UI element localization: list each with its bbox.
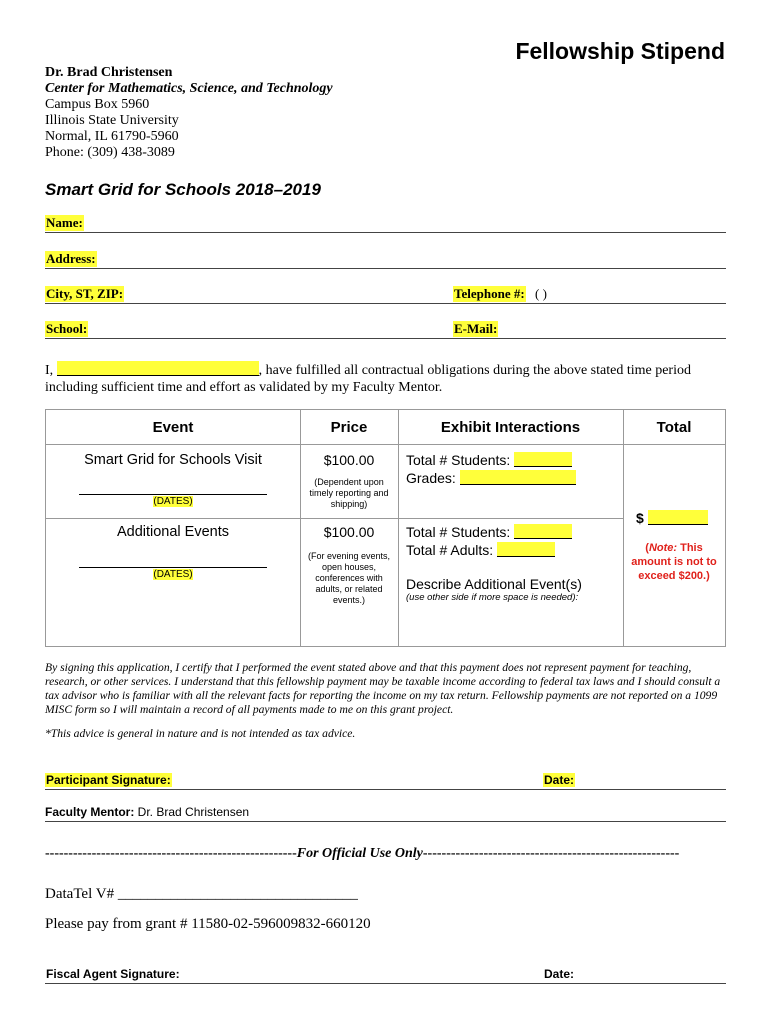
participant-signature-label: Participant Signature: <box>46 773 171 787</box>
address-label: Address: <box>46 251 96 266</box>
city-label: City, ST, ZIP: <box>46 286 124 301</box>
visit-price: $100.00 <box>323 452 375 468</box>
fiscal-agent-date-label: Date: <box>544 967 575 981</box>
faculty-mentor-row <box>45 804 726 822</box>
telephone-label: Telephone #: <box>454 286 525 301</box>
contact-phone: Phone: (309) 438-3089 <box>45 145 175 160</box>
address-field[interactable] <box>45 250 726 269</box>
additional-adults-input[interactable] <box>497 542 555 557</box>
contact-city: Normal, IL 61790-5960 <box>45 129 179 144</box>
name-field[interactable] <box>45 214 726 233</box>
datatel-field[interactable]: DataTel V# ________________________________ <box>45 886 358 902</box>
contact-block <box>45 65 333 161</box>
visit-students-input[interactable] <box>514 452 572 467</box>
event-additional-label: Additional Events <box>116 524 230 540</box>
participant-date-label: Date: <box>544 773 575 787</box>
visit-students-label: Total # Students: <box>406 452 572 468</box>
header-exhibit-interactions: Exhibit Interactions <box>440 419 581 436</box>
additional-price: $100.00 <box>323 524 375 540</box>
total-dollar-sign: $ <box>636 510 644 526</box>
additional-adults-label: Total # Adults: <box>406 542 555 558</box>
contact-university: Illinois State University <box>45 113 179 128</box>
cert-suffix: , have fulfilled all contractual obligations during the above stated time period including sufficient time and effort as validated by my Faculty Mentor. <box>45 363 691 395</box>
grant-number-line: Please pay from grant # 11580-02-596009832-660120 <box>45 916 371 932</box>
visit-grades-label: Grades: <box>406 470 576 486</box>
school-field[interactable] <box>45 320 726 339</box>
cert-prefix: I, <box>45 363 54 378</box>
school-label: School: <box>46 321 88 336</box>
additional-students-label: Total # Students: <box>406 524 572 540</box>
describe-events-label: Describe Additional Event(s) <box>406 576 582 592</box>
certification-statement <box>45 361 735 396</box>
total-amount <box>636 510 708 526</box>
event-table <box>45 409 726 647</box>
tax-advice-note: *This advice is general in nature and is not intended as tax advice. <box>45 727 356 740</box>
official-use-divider: ------------------------------------------------------For Official Use Only------------------------------------------------------- <box>45 846 680 861</box>
name-label: Name: <box>46 215 83 230</box>
official-use-label: For Official Use Only <box>296 846 423 861</box>
document-title: Fellowship Stipend <box>515 38 725 64</box>
city-st-zip-field[interactable] <box>45 285 726 304</box>
disclaimer-text: By signing this application, I certify that I performed the event stated above and that this payment does not represent payment for teaching, research, or other services. I understand that this fellowship payment may be taxable income according to federal tax laws and I should consult a tax advisor who is familiar with all the relevant facts for reporting the income on my tax return. Fellowship payments are not reported on a 1099 MISC form so I will maintain a record of all payments made to me on this grant project. <box>45 661 721 716</box>
faculty-mentor-label: Faculty Mentor: <box>45 805 135 819</box>
visit-grades-input[interactable] <box>460 470 576 485</box>
additional-students-input[interactable] <box>514 524 572 539</box>
fiscal-agent-label: Fiscal Agent Signature: <box>46 967 180 981</box>
header-price: Price <box>330 419 368 436</box>
telephone-parens: ( ) <box>535 286 547 301</box>
visit-dates-label: (DATES) <box>153 496 193 507</box>
describe-events-input[interactable] <box>406 606 616 642</box>
participant-name-blank[interactable] <box>57 361 259 376</box>
visit-price-note: (Dependent upon timely reporting and shipping) <box>309 477 389 509</box>
total-amount-input[interactable] <box>648 510 708 525</box>
participant-signature-field[interactable] <box>45 772 726 790</box>
header-event: Event <box>152 419 194 436</box>
fiscal-agent-signature-field[interactable] <box>45 966 726 984</box>
header-total: Total <box>656 419 692 436</box>
additional-price-note: (For evening events, open houses, conferences with adults, or related events.) <box>307 551 391 605</box>
contact-center: Center for Mathematics, Science, and Technology <box>45 81 333 96</box>
event-visit-label: Smart Grid for Schools Visit <box>84 452 262 468</box>
additional-dates-line[interactable] <box>79 567 267 568</box>
faculty-mentor-name: Dr. Brad Christensen <box>134 805 250 819</box>
program-title: Smart Grid for Schools 2018–2019 <box>45 180 321 199</box>
visit-dates-line[interactable] <box>79 494 267 495</box>
describe-events-note: (use other side if more space is needed): <box>406 592 579 603</box>
email-label: E-Mail: <box>454 321 498 336</box>
total-note: (Note: This amount is not to exceed $200.) <box>631 542 717 582</box>
contact-name: Dr. Brad Christensen <box>45 65 173 80</box>
additional-dates-label: (DATES) <box>153 569 193 580</box>
contact-box: Campus Box 5960 <box>45 97 150 112</box>
